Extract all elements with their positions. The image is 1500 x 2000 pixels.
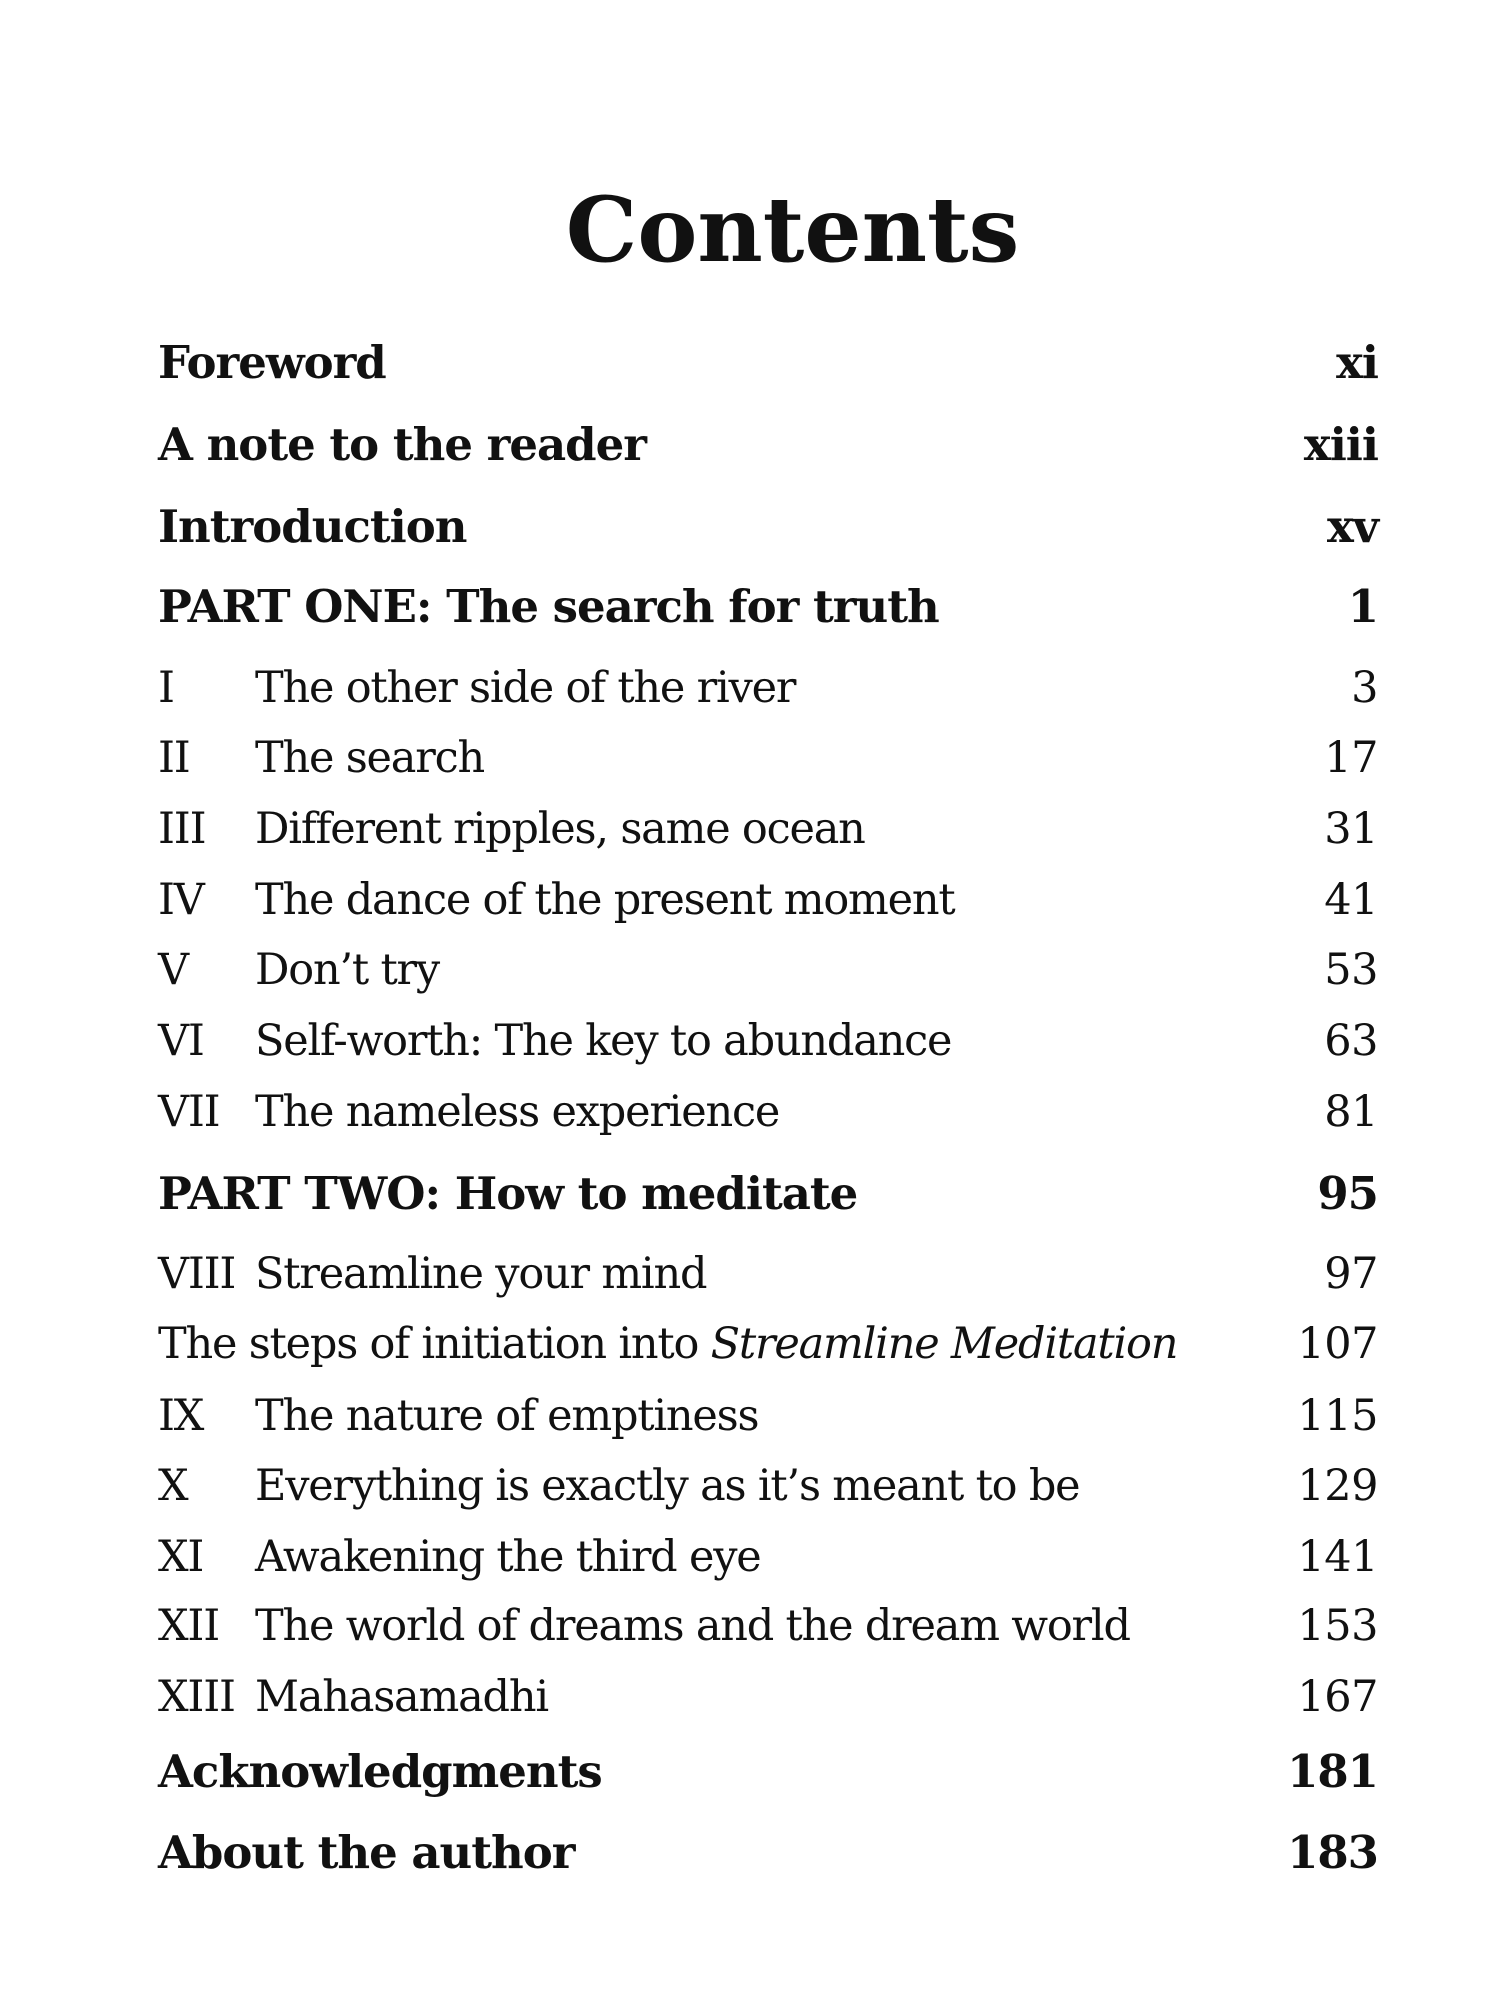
- entry-title: [255, 1016, 951, 1066]
- page-number: 181: [1287, 1745, 1378, 1798]
- entry-title-text: A note to the reader: [158, 418, 646, 471]
- chapter-number: VI: [158, 1016, 204, 1066]
- entry-title-text: Mahasamadhi: [255, 1672, 548, 1722]
- entry-title-text: The search: [255, 733, 484, 783]
- chapter-number: II: [158, 733, 190, 783]
- toc-entry: [158, 804, 1378, 868]
- entry-title-text: Don’t try: [255, 945, 440, 995]
- page-number: 3: [1351, 663, 1378, 713]
- entry-title: [158, 500, 466, 553]
- chapter-number: XII: [158, 1601, 219, 1651]
- entry-title-text: Foreword: [158, 336, 386, 389]
- entry-title: [255, 1672, 548, 1722]
- entry-title: [158, 336, 386, 389]
- entry-title: [255, 875, 954, 925]
- page-number: 81: [1324, 1087, 1378, 1137]
- entry-title: [158, 1826, 574, 1879]
- page-number: 95: [1317, 1167, 1378, 1220]
- chapter-number: III: [158, 804, 206, 854]
- entry-title-text: The other side of the river: [255, 663, 796, 713]
- chapter-number: VII: [158, 1087, 220, 1137]
- toc-entry: [158, 1249, 1378, 1313]
- page-number: 129: [1297, 1461, 1378, 1511]
- toc-entry: [158, 336, 1378, 400]
- page-number: 1: [1347, 580, 1378, 633]
- toc-entry: [158, 1532, 1378, 1596]
- entry-title: [255, 804, 865, 854]
- entry-title: [255, 1087, 779, 1137]
- entry-title: [158, 1167, 857, 1220]
- page-number: 41: [1324, 875, 1378, 925]
- entry-title: [255, 945, 439, 995]
- toc-entry: [158, 1391, 1378, 1455]
- entry-title: [158, 1319, 1177, 1369]
- chapter-number: IV: [158, 875, 204, 925]
- toc-entry: [158, 733, 1378, 797]
- entry-title-text: The nameless experience: [255, 1087, 780, 1137]
- entry-title: [255, 733, 484, 783]
- page-number: 63: [1324, 1016, 1378, 1066]
- entry-title: [255, 1391, 758, 1441]
- entry-title-text: PART TWO: How to meditate: [158, 1167, 858, 1220]
- toc-entry: [158, 1319, 1378, 1383]
- toc-entry: [158, 1672, 1378, 1736]
- page-number: 17: [1324, 733, 1378, 783]
- toc-entry: [158, 875, 1378, 939]
- entry-title: [158, 418, 646, 471]
- entry-title-text: Introduction: [158, 500, 467, 553]
- page-number: 97: [1324, 1249, 1378, 1299]
- chapter-number: XI: [158, 1532, 204, 1582]
- page-number: 31: [1324, 804, 1378, 854]
- entry-title-text: About the author: [158, 1826, 575, 1879]
- entry-title: [255, 1532, 761, 1582]
- entry-title-text: PART ONE: The search for truth: [158, 580, 939, 633]
- entry-title-text: The nature of emptiness: [255, 1391, 759, 1441]
- toc-entry: [158, 1461, 1378, 1525]
- toc-entry: [158, 1167, 1378, 1231]
- toc-entry: [158, 1745, 1378, 1809]
- entry-title-text: The world of dreams and the dream world: [255, 1601, 1130, 1651]
- toc-entry: [158, 500, 1378, 564]
- chapter-number: X: [158, 1461, 188, 1511]
- toc-entry: [158, 1087, 1378, 1151]
- page-number: 183: [1287, 1826, 1378, 1879]
- page-number: xv: [1327, 500, 1378, 553]
- entry-title-text: Acknowledgments: [158, 1745, 602, 1798]
- entry-title-text: Different ripples, same ocean: [255, 804, 865, 854]
- page-number: xiii: [1303, 418, 1378, 471]
- entry-title-italic: Streamline Meditation: [710, 1319, 1178, 1369]
- chapter-number: V: [158, 945, 188, 995]
- toc-entry: [158, 418, 1378, 482]
- chapter-number: VIII: [158, 1249, 236, 1299]
- toc-entry: [158, 1601, 1378, 1665]
- page-number: xi: [1336, 336, 1378, 389]
- page-number: 153: [1297, 1601, 1378, 1651]
- page-number: 53: [1324, 945, 1378, 995]
- entry-title: [255, 1249, 706, 1299]
- entry-title: [255, 1601, 1130, 1651]
- entry-title-text: Streamline your mind: [255, 1249, 707, 1299]
- page-number: 141: [1297, 1532, 1378, 1582]
- toc-entry: [158, 1826, 1378, 1890]
- page-number: 167: [1297, 1672, 1378, 1722]
- entry-title: [158, 1745, 602, 1798]
- page-number: 107: [1297, 1319, 1378, 1369]
- toc-entry: [158, 945, 1378, 1009]
- entry-title-text: The steps of initiation into: [158, 1319, 711, 1369]
- toc-entry: [158, 1016, 1378, 1080]
- chapter-number: XIII: [158, 1672, 235, 1722]
- entry-title: [158, 580, 939, 633]
- page-title: Contents: [565, 177, 1020, 283]
- entry-title-text: Self-worth: The key to abundance: [255, 1016, 952, 1066]
- entry-title: [255, 663, 795, 713]
- chapter-number: I: [158, 663, 174, 713]
- entry-title: [255, 1461, 1079, 1511]
- entry-title-text: Awakening the third eye: [255, 1532, 761, 1582]
- entry-title-text: Everything is exactly as it’s meant to be: [255, 1461, 1080, 1511]
- toc-entry: [158, 663, 1378, 727]
- entry-title-text: The dance of the present moment: [255, 875, 955, 925]
- toc-entry: [158, 580, 1378, 644]
- chapter-number: IX: [158, 1391, 204, 1441]
- page-number: 115: [1297, 1391, 1378, 1441]
